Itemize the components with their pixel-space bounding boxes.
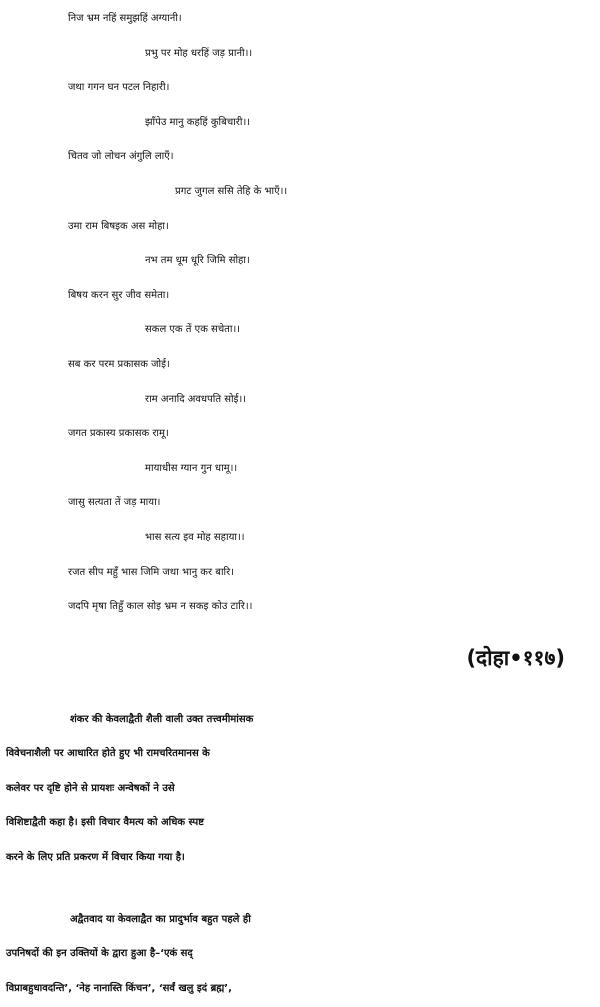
commentary-paragraph-2	[0, 903, 600, 1006]
verse-line: सकल एक तें एक सचेता।।	[145, 324, 241, 336]
verse-line: प्रभु पर मोह धरहिं जड़ प्रानी।।	[145, 47, 253, 59]
verse-line: बिषय करन सुर जीव समेता।	[68, 289, 170, 301]
doha-reference: (दोहा•११७)	[466, 646, 565, 670]
verse-line: जथा गगन घन पटल निहारी।	[68, 82, 170, 94]
verse-line: नभ तम धूम धूरि जिमि सोहा।	[145, 255, 250, 267]
verse-line: जासु सत्यता तें जड़ माया।	[68, 497, 161, 509]
commentary-paragraph-1	[0, 703, 600, 875]
verse-line: प्रगट जुगल ससि तेहि के भाएँ।।	[175, 185, 288, 197]
verse-line: सब कर परम प्रकासक जोई।	[68, 358, 170, 370]
chaupai-verse-block	[0, 2, 600, 625]
verse-line: उमा राम बिषइक अस मोहा।	[68, 220, 169, 232]
verse-line: मायाधीस ग्यान गुन धामू।।	[145, 462, 238, 474]
paragraph-line: उपनिषदों की इन उक्तियों के द्वारा हुआ है–‘एकं सद्	[6, 948, 193, 960]
verse-line: राम अनादि अवधपति सोई।।	[145, 393, 247, 405]
doha-line: रजत सीप महुँ भास जिमि जथा भानु कर बारि।	[68, 566, 235, 578]
verse-line: जगत प्रकास्य प्रकासक रामू।	[68, 428, 169, 440]
paragraph-line: शंकर की केवलाद्वैती शैली वाली उक्त तत्त्वमीमांसक	[70, 714, 254, 725]
verse-line: निज भ्रम नहिं समुझहिं अग्यानी।	[68, 13, 182, 24]
verse-line: चितव जो लोचन अंगुलि लाएँ।	[68, 151, 174, 163]
paragraph-line: विशिष्टाद्वैती कहा है। इसी विचार वैमत्य को अधिक स्पष्ट	[6, 817, 204, 829]
verse-line: भास सत्य इव मोह सहाया।।	[145, 531, 245, 543]
doha-line: जदपि मृषा तिहुँ काल सोइ भ्रम न सकइ कोउ टारि।।	[68, 601, 253, 613]
paragraph-line: कलेवर पर दृष्टि होने से प्रायशः अन्वेषकों ने उसे	[6, 782, 175, 794]
paragraph-line: विवेचनाशैली पर आधारित होते हुए भी रामचरितमानस के	[6, 748, 210, 760]
paragraph-line: अद्वैतवाद या केवलाद्वैत का प्रादुर्भाव बहुत पहले ही	[70, 914, 251, 925]
paragraph-line: विप्राबहुधावदन्ति’, ‘नेह नानास्ति किंचन’, ‘सर्वं खलु इदं ब्रह्म’,	[6, 982, 232, 994]
verse-line: झाँपेउ मानु कहहिं कुबिचारी।।	[145, 116, 251, 128]
paragraph-line: करने के लिए प्रति प्रकरण में विचार किया गया है।	[6, 851, 185, 863]
